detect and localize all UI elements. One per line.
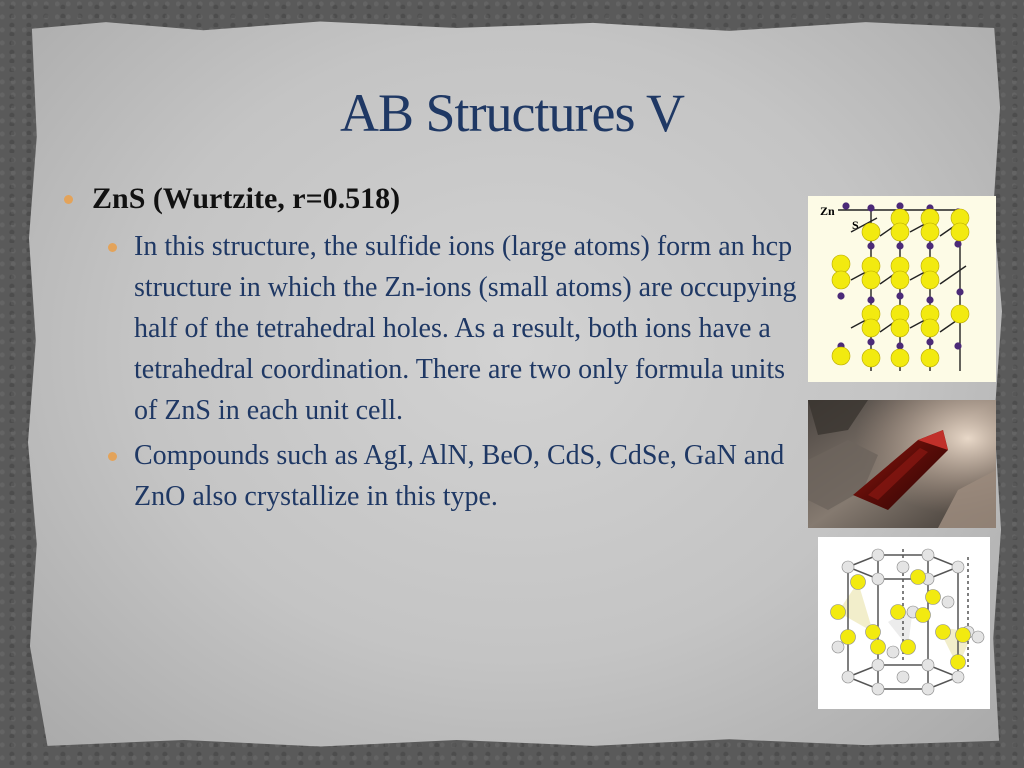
- grey-atom: [922, 659, 934, 671]
- zinc-atom: [842, 202, 849, 209]
- sulfur-atom: [832, 347, 850, 365]
- bullet-icon: [108, 452, 117, 461]
- zinc-atom: [926, 242, 933, 249]
- sulfur-atom: [832, 255, 850, 273]
- zinc-atom: [896, 342, 903, 349]
- yellow-atom: [911, 570, 926, 585]
- sulfur-atom: [862, 319, 880, 337]
- sulfur-atom: [921, 271, 939, 289]
- sulfur-atom: [921, 349, 939, 367]
- wurtzite-lattice-image: [808, 196, 996, 382]
- bond-line: [940, 266, 966, 284]
- grey-atom: [832, 641, 844, 653]
- sub-bullet-text: In this structure, the sulfide ions (large atoms) form an hcp structure in which the Zn-ions (small atoms) are occupying half of the tetrahedral holes. As a result, both ions have a tetrahedral coordination. There are two only formula units of ZnS in each unit cell.: [134, 231, 797, 426]
- zinc-atom: [954, 342, 961, 349]
- yellow-atom: [916, 608, 931, 623]
- sulfur-atom: [862, 271, 880, 289]
- sulfur-atom: [951, 305, 969, 323]
- yellow-atom: [841, 630, 856, 645]
- zinc-atom: [867, 242, 874, 249]
- zinc-atom: [837, 292, 844, 299]
- sulfur-atom: [951, 223, 969, 241]
- grey-atom: [952, 671, 964, 683]
- yellow-atom: [851, 575, 866, 590]
- grey-atom: [887, 646, 899, 658]
- s-label: S: [852, 218, 859, 232]
- sub-bullet-description: [104, 226, 802, 431]
- sub-bullet-compounds: [104, 435, 802, 517]
- yellow-atom: [936, 625, 951, 640]
- zinc-atom: [926, 296, 933, 303]
- yellow-atom: [831, 605, 846, 620]
- zinc-atom: [954, 240, 961, 247]
- zinc-atom: [896, 242, 903, 249]
- bullet-text: ZnS (Wurtzite, r=0.518): [92, 182, 401, 215]
- yellow-atom: [891, 605, 906, 620]
- slide-title: AB Structures V: [340, 83, 684, 143]
- yellow-atom: [956, 628, 971, 643]
- yellow-atom: [871, 640, 886, 655]
- yellow-atom: [951, 655, 966, 670]
- sulfur-atom: [891, 271, 909, 289]
- bullet-icon: [64, 195, 73, 204]
- sulfur-atom: [862, 223, 880, 241]
- grey-atom: [897, 561, 909, 573]
- grey-atom: [972, 631, 984, 643]
- sulfur-atom: [921, 319, 939, 337]
- zinc-atom: [956, 288, 963, 295]
- sulfur-atom: [921, 223, 939, 241]
- sulfur-atom: [891, 349, 909, 367]
- grey-atom: [872, 573, 884, 585]
- grey-atom: [942, 596, 954, 608]
- yellow-atom: [926, 590, 941, 605]
- grey-atom: [872, 549, 884, 561]
- wurtzite-crystal-photo: [808, 400, 996, 528]
- zinc-atom: [926, 338, 933, 345]
- grey-atom: [922, 683, 934, 695]
- sulfur-atom: [891, 319, 909, 337]
- grey-atom: [922, 549, 934, 561]
- zinc-atom: [867, 204, 874, 211]
- zinc-atom: [896, 292, 903, 299]
- zinc-atom: [867, 296, 874, 303]
- zinc-atom: [867, 338, 874, 345]
- grey-atom: [897, 671, 909, 683]
- sub-bullet-text: Compounds such as AgI, AlN, BeO, CdS, CdSe, GaN and ZnO also crystallize in this type.: [134, 440, 785, 512]
- sulfur-atom: [862, 349, 880, 367]
- yellow-atom: [901, 640, 916, 655]
- grey-atom: [842, 671, 854, 683]
- grey-atom: [842, 561, 854, 573]
- bullet-item-wurtzite: [62, 180, 802, 218]
- sulfur-atom: [832, 271, 850, 289]
- sulfur-atom: [891, 223, 909, 241]
- grey-atom: [872, 659, 884, 671]
- zinc-atom: [896, 202, 903, 209]
- grey-atom: [872, 683, 884, 695]
- grey-atom: [952, 561, 964, 573]
- hexagonal-unit-cell-image: [818, 537, 990, 709]
- bullet-icon: [108, 243, 117, 252]
- bullet-list: [62, 180, 802, 517]
- yellow-atom: [866, 625, 881, 640]
- zn-label: Zn: [820, 204, 835, 218]
